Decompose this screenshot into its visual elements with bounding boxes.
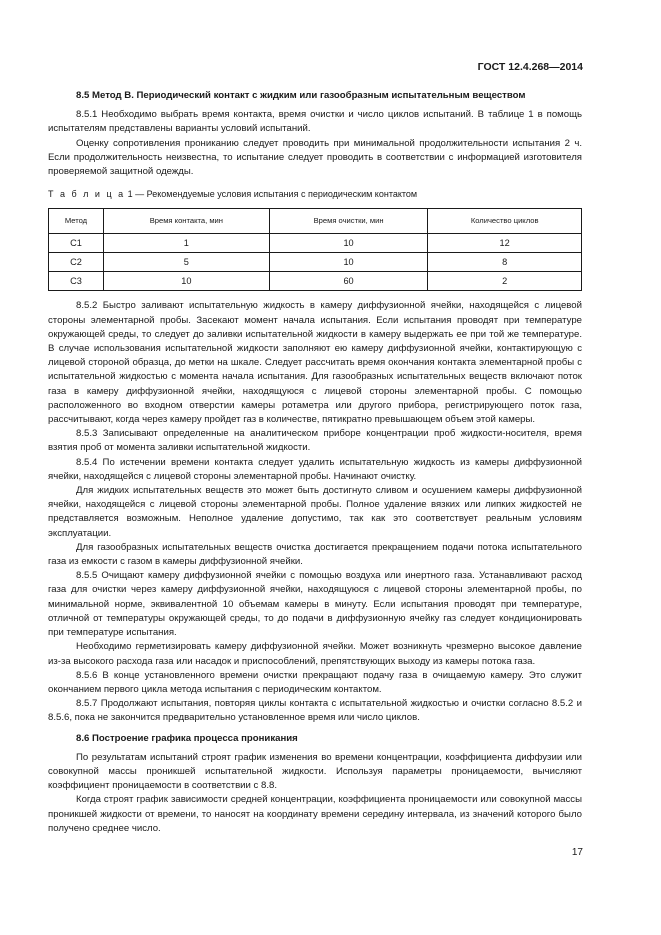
procedure-text — [48, 299, 582, 725]
cell-cleaning-time: 60 — [269, 272, 428, 291]
paragraph-8-5-7: 8.5.7 Продолжают испытания, повторяя циклы контакта с испытательной жидкостью и очистки согласно 8.5.2 и 8.5.6, пока не закончится предварительно установленное время или число циклов. — [48, 698, 582, 724]
col-cycle-count: Количество циклов — [428, 209, 582, 234]
document-body — [48, 89, 582, 836]
col-contact-time: Время контакта, мин — [103, 209, 269, 234]
cell-cycle-count: 8 — [428, 253, 582, 272]
paragraph-8-5-6: 8.5.6 В конце установленного времени очистки прекращают подачу газа в очищаемую камеру. Это служит окончанием первого цикла метода испытания с периодическим контактом. — [48, 669, 582, 695]
paragraph-8-5-5: 8.5.5 Очищают камеру диффузионной ячейки с помощью воздуха или инертного газа. Устанавливают расход газа для очистки через камеру диффузионной ячейки, находящуюся с лицевой стороны элементарной пробы, по минимальной норме, эквивалентной 10 объемам камеры в минуту. Если испытания проводят при температуре, отличной от температуры окружающей среды, то до подачи в диффузионную ячейку газ следует кондиционировать при температуре испытания. — [48, 570, 582, 639]
standard-designation: ГОСТ 12.4.268—2014 — [477, 61, 583, 73]
table-1-caption — [48, 187, 582, 201]
paragraph-8-5-1: 8.5.1 Необходимо выбрать время контакта, время очистки и число циклов испытаний. В таблице 1 в помощь испытателям представлены варианты условий испытаний. — [48, 109, 582, 135]
paragraph-gas-cleaning: Для газообразных испытательных веществ очистка достигается прекращением подачи потока испытательного газа из емкости с газом в камеры диффузионной ячейки. — [48, 541, 582, 568]
paragraph-8-6-results: По результатам испытаний строят график изменения во времени концентрации, коэффициента диффузии или совокупной массы проникшей испытательной жидкости. Используя параметры проницаемости, вычисляют коэффициент проницаемости в соответствии с 8.8. — [48, 751, 582, 792]
cell-cleaning-time: 10 — [269, 234, 428, 253]
cell-cleaning-time: 10 — [269, 253, 428, 272]
cell-cycle-count: 12 — [428, 234, 582, 253]
table-caption-prefix: Т а б л и ц а — [48, 189, 126, 200]
paragraph-8-6-plotting: Когда строят график зависимости средней концентрации, коэффициента проницаемости или совокупной массы проникшей жидкости от времени, то наносят на координату времени середину интервала, из значений которого было получено среднее число. — [48, 794, 582, 834]
table-header-row — [49, 209, 582, 234]
page-number: 17 — [571, 847, 583, 858]
col-method: Метод — [49, 209, 104, 234]
table-row — [49, 234, 582, 253]
paragraph-duration: Оценку сопротивления прониканию следует проводить при минимальной продолжительности испытания 2 ч. Если продолжительность неизвестна, то испытание следует проводить в соответствии с информацией изготовителя проверяемой защитной одежды. — [48, 137, 582, 178]
paragraph-sealing: Необходимо герметизировать камеру диффузионной ячейки. Может возникнуть чрезмерно высокое давление из-за высокого расхода газа или насадок и приспособлений, препятствующих выходу из камеры потока газа. — [48, 641, 582, 667]
table-row — [49, 253, 582, 272]
paragraph-8-5-3: 8.5.3 Записывают определенные на аналитическом приборе концентрации проб жидкости-носителя, время взятия проб от момента заливки испытательной жидкости. — [48, 428, 582, 454]
cell-method: С1 — [49, 234, 104, 253]
cell-method: С2 — [49, 253, 104, 272]
test-conditions-table — [48, 208, 582, 291]
cell-contact-time: 1 — [103, 234, 269, 253]
section-8-6-title: 8.6 Построение графика процесса проникания — [76, 732, 298, 744]
table-caption-text: 1 — Рекомендуемые условия испытания с периодическим контактом — [125, 189, 418, 200]
col-cleaning-time: Время очистки, мин — [269, 209, 428, 234]
cell-contact-time: 10 — [103, 272, 269, 291]
paragraph-liquid-cleaning: Для жидких испытательных веществ это может быть достигнуто сливом и осушением камеры диффузионной ячейки, находящейся с лицевой стороны элементарной пробы. Полное удаление вязких или липких жидкостей не представляется возможным. Неполное удаление допустимо, так как это соответствует реальным условиям эксплуатации. — [48, 485, 582, 539]
paragraph-8-5-2: 8.5.2 Быстро заливают испытательную жидкость в камеру диффузионной ячейки, находящейся с лицевой стороны элементарной пробы. Засекают момент начала испытания. Если испытания проводят при температуре окружающей среды, то следует до заливки испытательной жидкости в камеру выдержать ее при той же температуре. В случае использования испытательной жидкости заполняют ею камеру диффузионной ячейки, контактирующую с лицевой стороной образца, до метки на шкале. Следует рассчитать время окончания контакта элементарной пробы с испытательной жидкостью с момента начала испытания. Для газообразных испытательных веществ включают поток газа в камеру диффузионной ячейки, находящуюся с лицевой стороны элементарной пробы. С помощью расположенного во входном отверстии камеры ротаметра или другого прибора, регистрирующего поток газа, рассчитывают, когда через камеру пройдет газ в количестве, пятикратно превышающем объем этой камеры. — [48, 300, 582, 426]
cell-contact-time: 5 — [103, 253, 269, 272]
section-8-5-title: 8.5 Метод В. Периодический контакт с жидким или газообразным испытательным веществом — [76, 90, 526, 101]
cell-cycle-count: 2 — [428, 272, 582, 291]
cell-method: С3 — [49, 272, 104, 291]
paragraph-8-5-4: 8.5.4 По истечении времени контакта следует удалить испытательную жидкость из камеры диффузионной ячейки, находящейся с лицевой стороны элементарной пробы. Начинают очистку. — [48, 456, 582, 482]
table-row — [49, 272, 582, 291]
